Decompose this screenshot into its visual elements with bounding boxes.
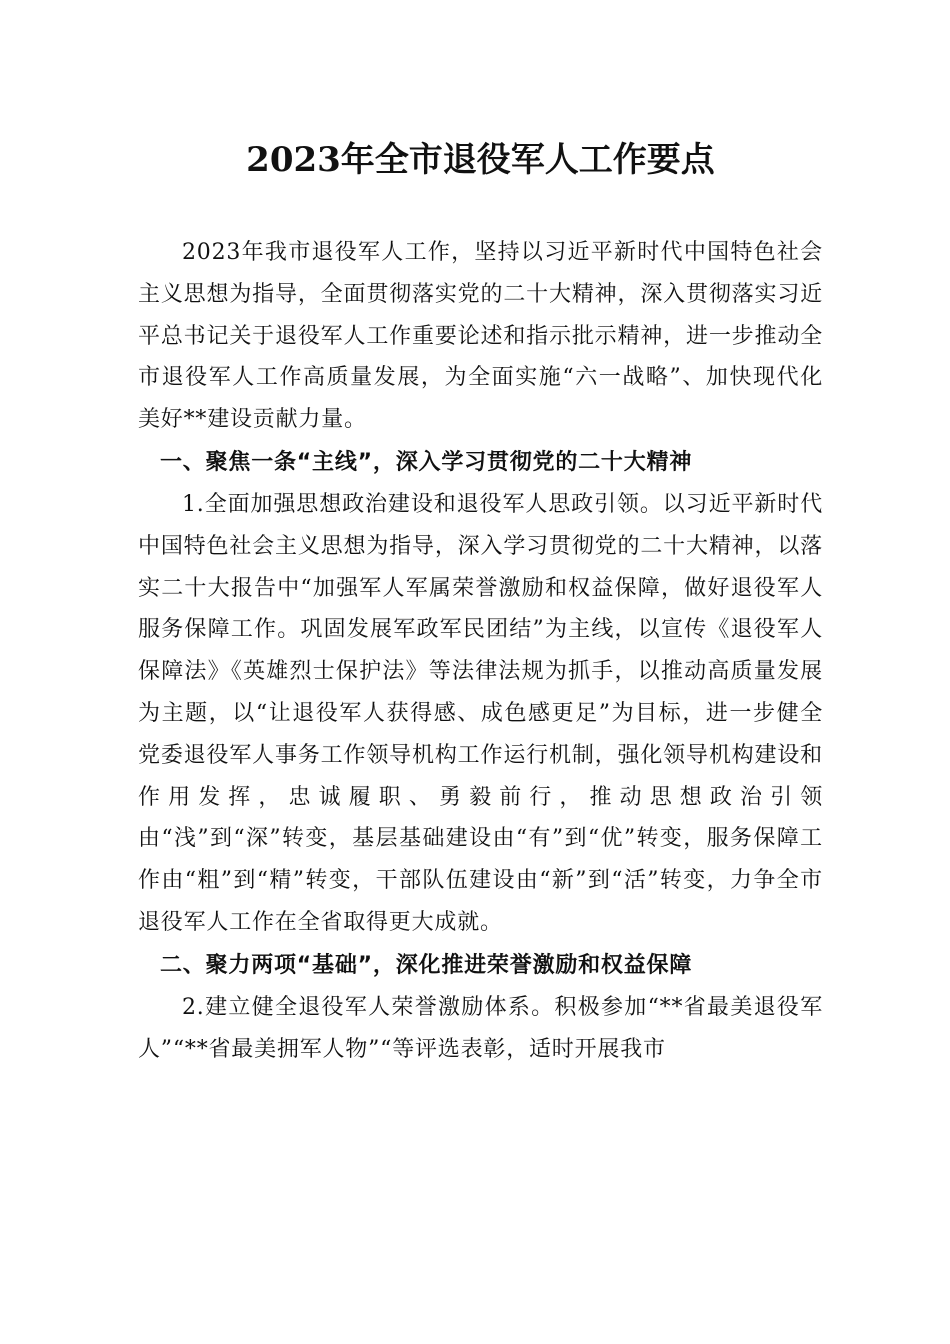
item-1-paragraph: 1.全面加强思想政治建设和退役军人思政引领。以习近平新时代中国特色社会主义思想为指导，深入学习贯彻党的二十大精神，以落实二十大报告中“加强军人军属荣誉激励和权益保障，做好退役军人服务保障工作。巩固发展军政军民团结”为主线，以宣传《退役军人保障法》《英雄烈士保护法》等法律法规为抓手，以推动高质量发展为主题，以“让退役军人获得感、成色感更足”为目标，进一步健全党委退役军人事务工作领导机构工作运行机制，强化领导机构建设和作用发挥，忠诚履职、勇毅前行，推动思想政治引领由“浅”到“深”转变，基层基础建设由“有”到“优”转变，服务保障工作由“粗”到“精”转变，干部队伍建设由“新”到“活”转变，力争全市退役军人工作在全省取得更大成就。	[138, 491, 823, 935]
intro-paragraph: 2023年我市退役军人工作，坚持以习近平新时代中国特色社会主义思想为指导，全面贯彻落实党的二十大精神，深入贯彻落实习近平总书记关于退役军人工作重要论述和指示批示精神，进一步推动全市退役军人工作高质量发展，为全面实施“六一战略”、加快现代化美好**建设贡献力量。	[138, 240, 823, 433]
item-2-paragraph: 2.建立健全退役军人荣誉激励体系。积极参加“**省最美退役军人”“**省最美拥军人物”“等评选表彰，适时开展我市	[138, 994, 823, 1062]
section-2-heading: 二、聚力两项“基础”，深化推进荣誉激励和权益保障	[160, 952, 693, 978]
document-title: 2023年全市退役军人工作要点	[246, 140, 715, 180]
section-1-heading: 一、聚焦一条“主线”，深入学习贯彻党的二十大精神	[160, 449, 693, 475]
document-body	[138, 132, 823, 1070]
